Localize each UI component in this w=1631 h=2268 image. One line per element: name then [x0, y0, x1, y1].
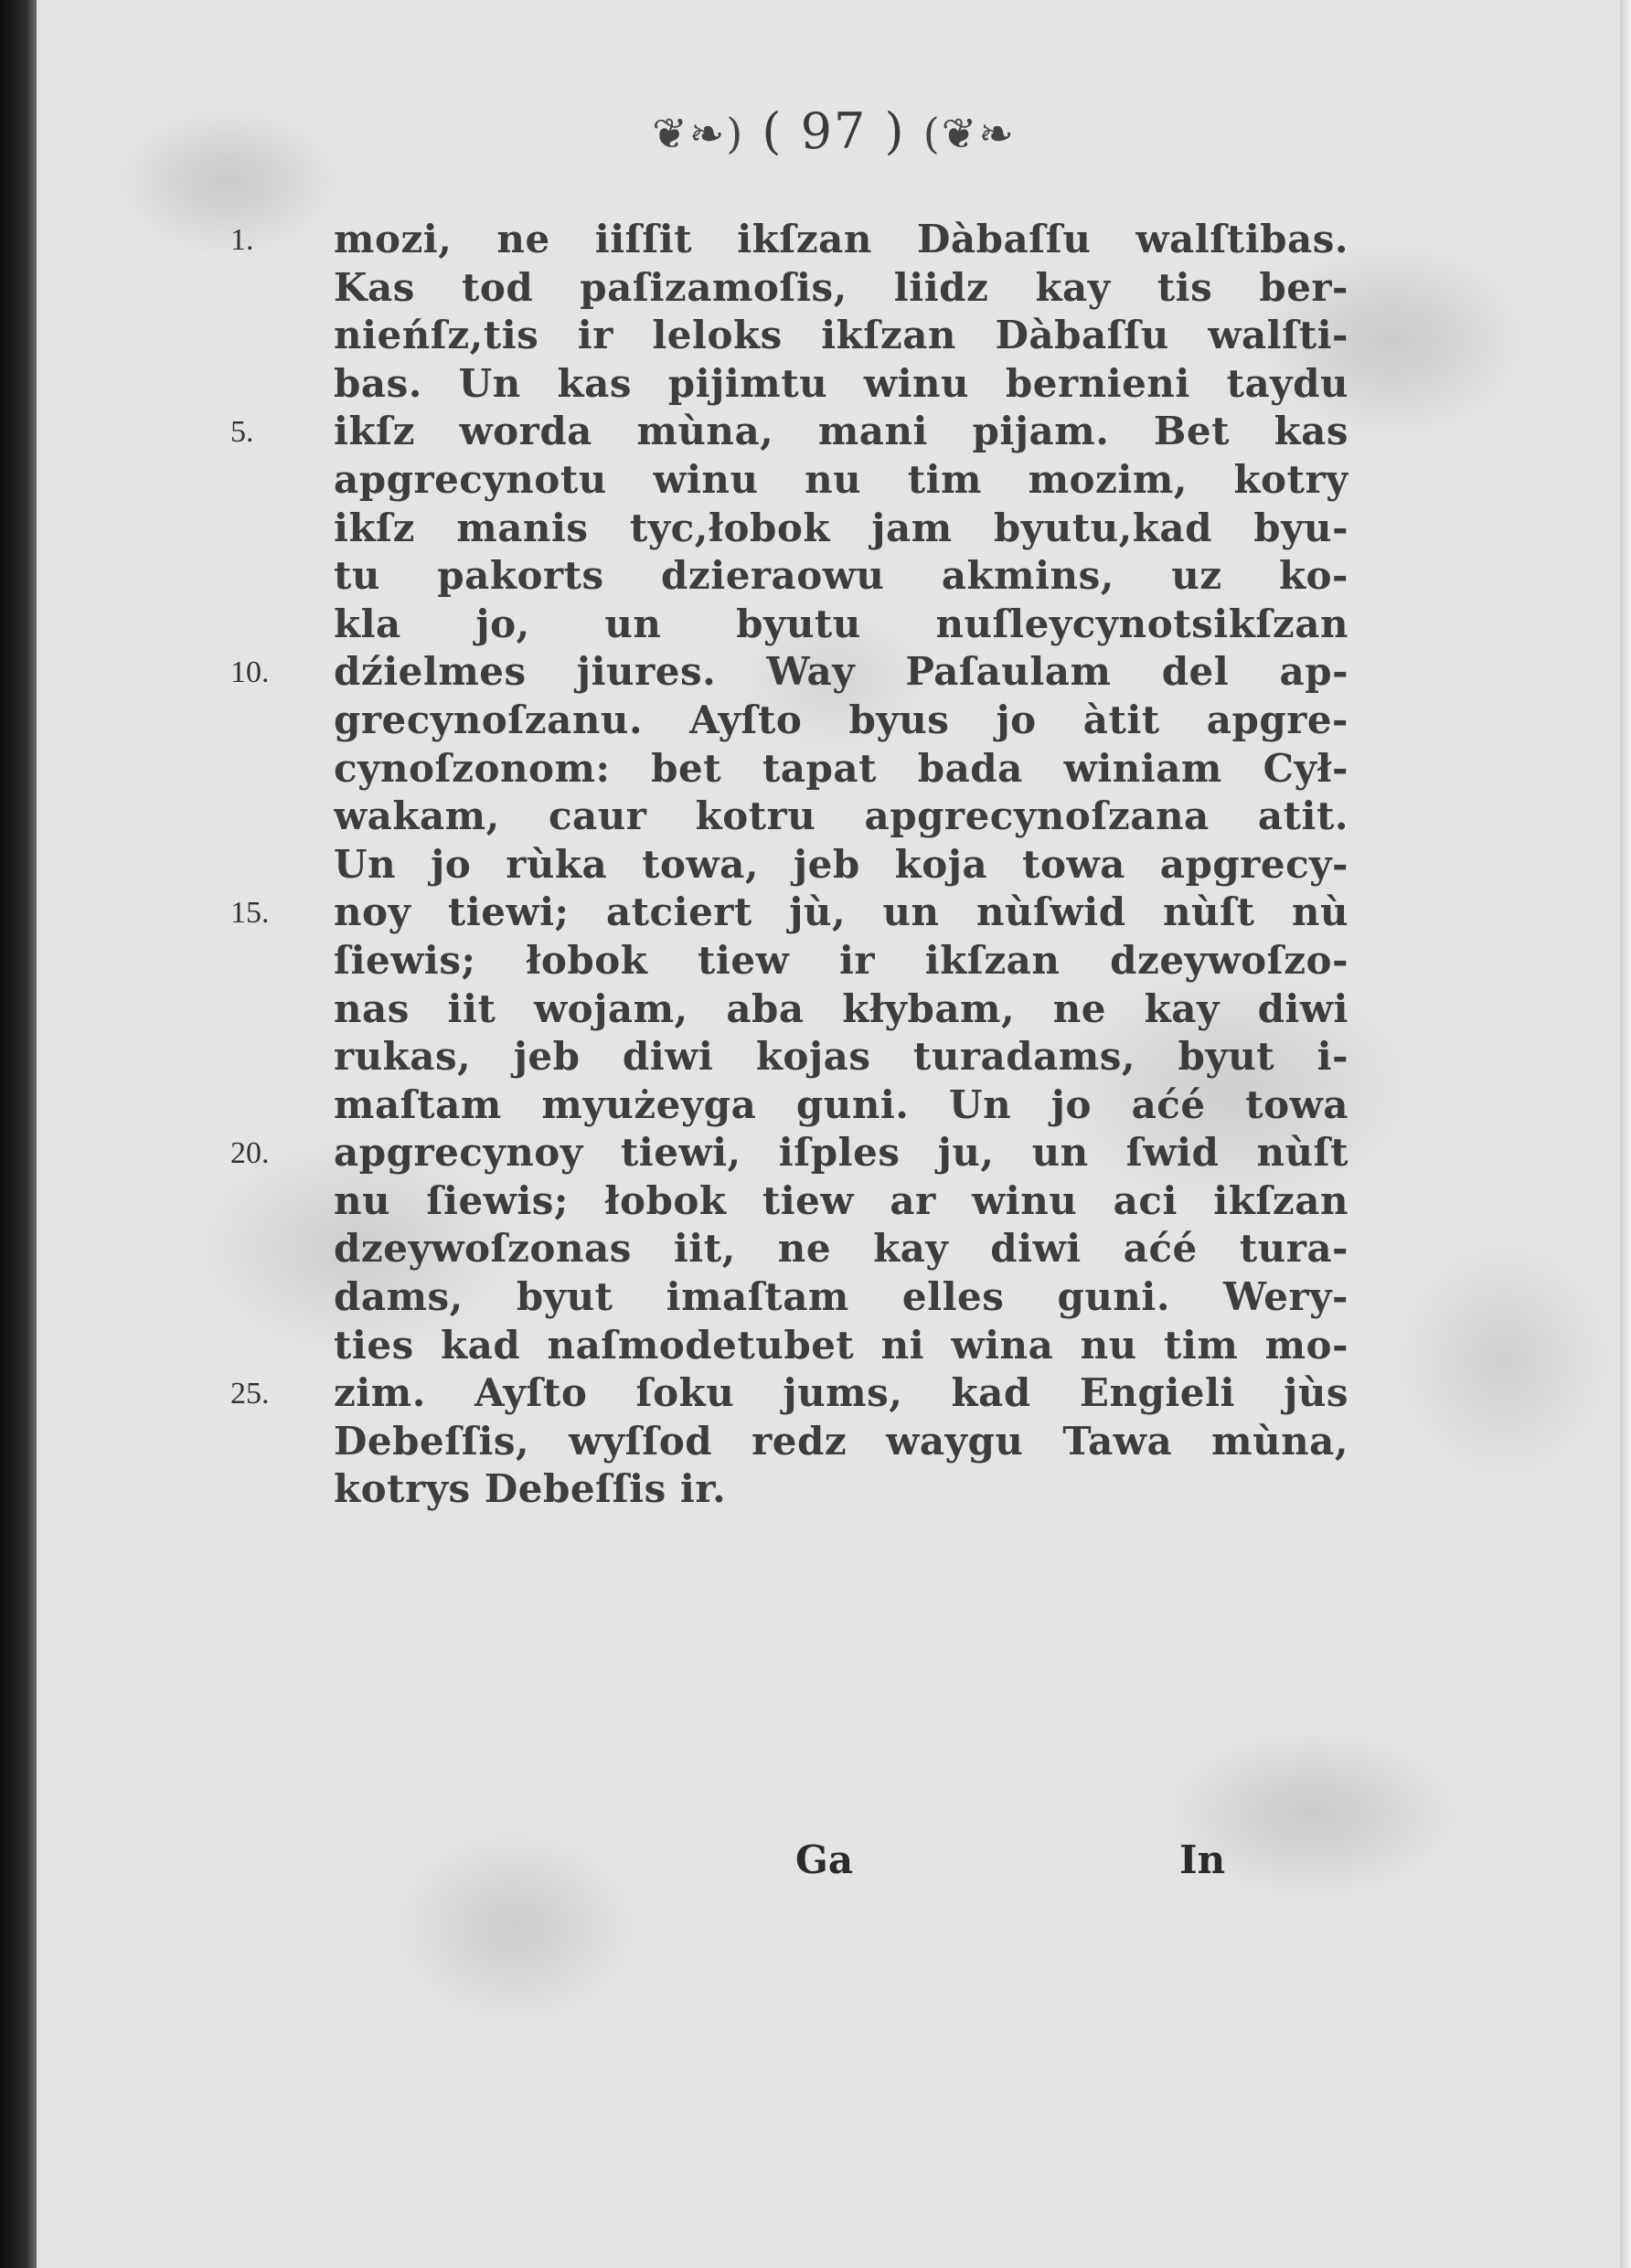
page-number: ( 97 )	[762, 102, 906, 160]
text-line: grecynoſzanu. Ayſto byus jo àtit apgre-	[334, 697, 1349, 742]
text-line: dams, byut imaſtam elles guni. Wery-	[334, 1274, 1349, 1320]
text-line: ſiewis; łobok tiew ir ikſzan dzeywoſzo-	[334, 937, 1349, 983]
body-text	[334, 216, 1349, 1514]
text-line: dźielmes jiures. Way Paſaulam del ap-	[334, 649, 1349, 695]
text-line: ikſz manis tyc,łobok jam byutu,kad byu-	[334, 505, 1349, 550]
text-line: kla jo, un byutu nuſleycynotsikſzan	[334, 601, 1349, 646]
text-line: apgrecynoy tiewi, iſples ju, un ſwid nùſt	[334, 1130, 1349, 1176]
text-line: rukas, jeb diwi kojas turadams, byut i-	[334, 1034, 1349, 1080]
text-line: Un jo rùka towa, jeb koja towa apgrecy-	[334, 841, 1349, 887]
text-line: kotrys Debeſſis ir.	[334, 1466, 727, 1512]
text-line: zim. Ayſto ſoku jums, kad Engieli jùs	[334, 1370, 1349, 1416]
line-number: 20.	[230, 1136, 270, 1171]
text-line: wakam, caur kotru apgrecynoſzana atit.	[334, 793, 1349, 839]
line-number: 1.	[230, 223, 254, 257]
text-line: Debeſſis, wyſſod redz waygu Tawa mùna,	[334, 1418, 1349, 1464]
text-line: tu pakorts dzieraowu akmins, uz ko-	[334, 553, 1349, 599]
text-line: apgrecynotu winu nu tim mozim, kotry	[334, 456, 1349, 502]
text-line: bas. Un kas pijimtu winu bernieni taydu	[334, 360, 1349, 406]
line-number: 5.	[230, 415, 254, 450]
text-line: noy tiewi; atciert jù, un nùſwid nùſt nù	[334, 889, 1349, 935]
text-line: dzeywoſzonas iit, ne kay diwi aćé tura-	[334, 1226, 1349, 1272]
text-line: ties kad naſmodetubet ni wina nu tim mo-	[334, 1322, 1349, 1368]
line-number: 25.	[230, 1377, 270, 1411]
page-header	[37, 102, 1631, 160]
page-edge	[1620, 0, 1631, 2268]
line-number: 15.	[230, 896, 270, 931]
book-binding	[0, 0, 37, 2268]
text-line: nu ſiewis; łobok tiew ar winu aci ikſzan	[334, 1177, 1349, 1223]
text-line: Kas tod paſizamoſis, liidz kay tis ber-	[334, 264, 1349, 310]
catchword-left: Ga	[795, 1837, 854, 1882]
text-line: maſtam myużeyga guni. Un jo aćé towa	[334, 1081, 1349, 1127]
line-number: 10.	[230, 655, 270, 690]
ornament-left-icon: ❦❧)	[652, 109, 745, 158]
text-line: nas iit wojam, aba kłybam, ne kay diwi	[334, 985, 1349, 1031]
text-line: nieńſz,tis ir leloks ikſzan Dàbaſſu walſti-	[334, 313, 1349, 358]
book-page	[37, 0, 1631, 2268]
catchword-right: In	[1179, 1837, 1226, 1882]
text-line: cynoſzonom: bet tapat bada winiam Cył-	[334, 745, 1349, 791]
text-line: ikſz worda mùna, mani pijam. Bet kas	[334, 409, 1349, 454]
text-line: mozi, ne iiſſit ikſzan Dàbaſſu walſtibas.	[334, 217, 1349, 261]
ornament-right-icon: (❦❧	[922, 109, 1016, 158]
